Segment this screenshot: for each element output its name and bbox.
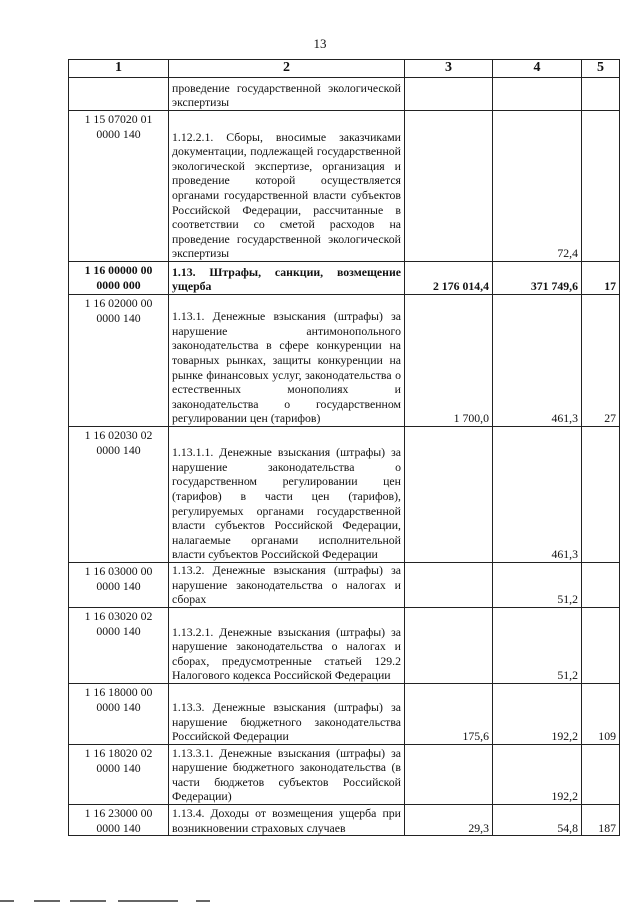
row-code: 1 15 07020 01 0000 140	[69, 111, 169, 262]
table-row	[69, 427, 620, 563]
table-row	[69, 563, 620, 608]
row-col5: 27	[582, 295, 620, 427]
row-col3	[405, 111, 493, 262]
table-row	[69, 262, 620, 295]
row-col4: 192,2	[493, 745, 582, 805]
row-name: 1.13.2. Денежные взыскания (штрафы) за нарушение законодательства о налогах и сборах	[169, 563, 405, 608]
header-col-1: 1	[69, 60, 169, 78]
row-col5	[582, 427, 620, 563]
row-col5: 187	[582, 805, 620, 836]
row-code	[69, 78, 169, 111]
row-code: 1 16 18000 00 0000 140	[69, 684, 169, 745]
header-col-2: 2	[169, 60, 405, 78]
row-col4	[493, 78, 582, 111]
table-row	[69, 111, 620, 262]
row-col3	[405, 745, 493, 805]
row-col3	[405, 427, 493, 563]
scan-edge-marks	[0, 896, 640, 905]
row-col3	[405, 608, 493, 684]
row-name: 1.13.4. Доходы от возмещения ущерба при возникновении страховых случаев	[169, 805, 405, 836]
row-col4: 371 749,6	[493, 262, 582, 295]
row-col4: 461,3	[493, 295, 582, 427]
row-col5	[582, 111, 620, 262]
budget-table	[68, 59, 620, 836]
row-code: 1 16 03020 02 0000 140	[69, 608, 169, 684]
header-row	[69, 60, 620, 78]
row-col4: 461,3	[493, 427, 582, 563]
row-code: 1 16 00000 00 0000 000	[69, 262, 169, 295]
row-code: 1 16 02030 02 0000 140	[69, 427, 169, 563]
table-row	[69, 684, 620, 745]
row-col5: 17	[582, 262, 620, 295]
row-col4: 54,8	[493, 805, 582, 836]
row-col4: 192,2	[493, 684, 582, 745]
row-col5: 109	[582, 684, 620, 745]
header-col-4: 4	[493, 60, 582, 78]
table-row	[69, 295, 620, 427]
row-name: проведение государственной экологической экспертизы	[169, 78, 405, 111]
row-name: 1.12.2.1. Сборы, вносимые заказчиками документации, подлежащей государственной экологической экспертизе, организация и проведение которой осуществляется органами государственной власти субъектов Российской Федерации, рассчитанные в соответствии со сметой расходов на проведение государственной экологической экспертизы	[169, 111, 405, 262]
row-name: 1.13.2.1. Денежные взыскания (штрафы) за нарушение законодательства о налогах и сборах, предусмотренные статьей 129.2 Налогового кодекса Российской Федерации	[169, 608, 405, 684]
row-col3: 175,6	[405, 684, 493, 745]
header-col-5: 5	[582, 60, 620, 78]
row-name: 1.13.3.1. Денежные взыскания (штрафы) за нарушение бюджетного законодательства (в части бюджетов субъектов Российской Федерации)	[169, 745, 405, 805]
row-name: 1.13.3. Денежные взыскания (штрафы) за нарушение бюджетного законодательства Российской Федерации	[169, 684, 405, 745]
row-name: 1.13.1. Денежные взыскания (штрафы) за нарушение антимонопольного законодательства в сфере конкуренции на товарных рынках, защиты конкуренции на рынке финансовых услуг, законодательства о естественных монополиях и законодательства о государственном регулировании цен (тарифов)	[169, 295, 405, 427]
row-col3: 1 700,0	[405, 295, 493, 427]
row-col3: 29,3	[405, 805, 493, 836]
header-col-3: 3	[405, 60, 493, 78]
row-col3: 2 176 014,4	[405, 262, 493, 295]
page-number: 13	[313, 36, 327, 51]
row-col5	[582, 608, 620, 684]
row-code: 1 16 02000 00 0000 140	[69, 295, 169, 427]
row-col4: 51,2	[493, 563, 582, 608]
row-code: 1 16 03000 00 0000 140	[69, 563, 169, 608]
row-name: 1.13.1.1. Денежные взыскания (штрафы) за нарушение законодательства о государственном регулировании цен (тарифов) в части цен (тарифов), регулируемых органами государственной власти субъектов Российской Федерации, налагаемые органами исполнительной власти субъектов Российской Федерации	[169, 427, 405, 563]
row-col4: 72,4	[493, 111, 582, 262]
row-col5	[582, 745, 620, 805]
table-row	[69, 608, 620, 684]
row-code: 1 16 18020 02 0000 140	[69, 745, 169, 805]
row-name: 1.13. Штрафы, санкции, возмещение ущерба	[169, 262, 405, 295]
row-col3	[405, 563, 493, 608]
row-code: 1 16 23000 00 0000 140	[69, 805, 169, 836]
row-col5	[582, 78, 620, 111]
row-col5	[582, 563, 620, 608]
table-row	[69, 78, 620, 111]
table-row	[69, 745, 620, 805]
table-row	[69, 805, 620, 836]
row-col3	[405, 78, 493, 111]
row-col4: 51,2	[493, 608, 582, 684]
